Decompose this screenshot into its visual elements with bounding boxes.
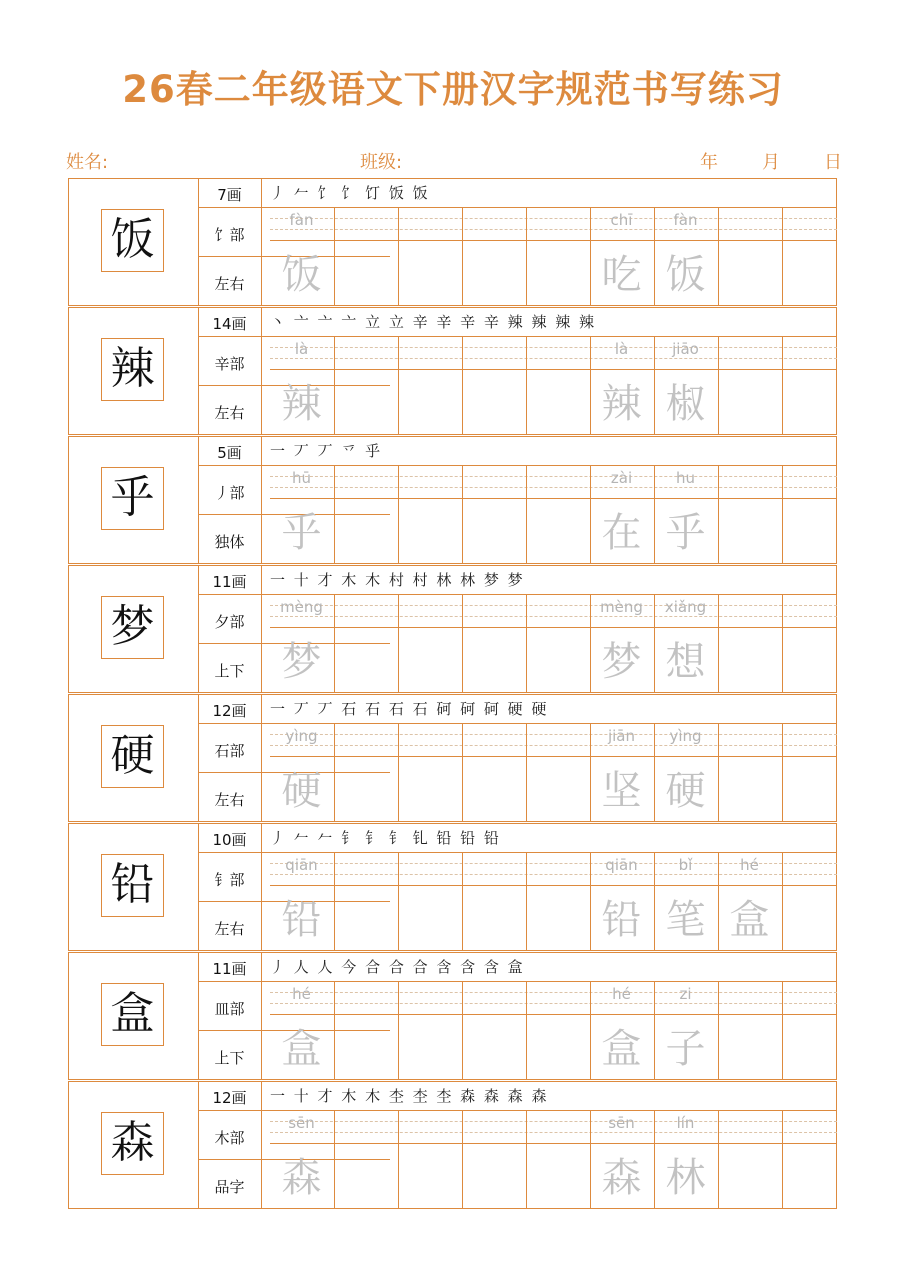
trace-character: 在 bbox=[601, 510, 642, 556]
grid-column-line bbox=[718, 336, 719, 434]
model-character: 梦 bbox=[101, 596, 164, 659]
structure-label: 品字 bbox=[214, 1178, 245, 1196]
trace-character: 坚 bbox=[601, 768, 642, 814]
grid-column-line bbox=[526, 336, 527, 434]
pinyin-text: mèng bbox=[280, 598, 323, 616]
pinyin-text: chī bbox=[610, 211, 633, 229]
trace-character: 硬 bbox=[665, 768, 706, 814]
grid-column-line bbox=[526, 465, 527, 563]
grid-line bbox=[270, 852, 837, 853]
pinyin-text: zi bbox=[679, 985, 692, 1003]
radical-label: 丿部 bbox=[214, 484, 245, 502]
trace-character: 森 bbox=[281, 1155, 322, 1201]
model-character: 硬 bbox=[101, 725, 164, 788]
info-column bbox=[198, 566, 262, 692]
grid-column-line bbox=[398, 594, 399, 692]
pinyin-guide-line bbox=[270, 874, 837, 875]
big-char-cell bbox=[69, 953, 199, 1079]
char-block bbox=[68, 565, 837, 693]
model-character: 饭 bbox=[101, 209, 164, 272]
trace-character: 梦 bbox=[281, 639, 322, 685]
grid-column-line bbox=[462, 723, 463, 821]
pinyin-text: hū bbox=[291, 469, 311, 487]
big-char-cell bbox=[69, 1082, 199, 1208]
info-column bbox=[198, 953, 262, 1079]
grid-column-line bbox=[334, 465, 335, 563]
structure-label: 左右 bbox=[214, 791, 245, 809]
info-column bbox=[198, 824, 262, 950]
radical-label: 石部 bbox=[214, 742, 245, 760]
radical-label: 木部 bbox=[214, 1129, 245, 1147]
info-column bbox=[198, 1082, 262, 1208]
grid-column-line bbox=[462, 594, 463, 692]
trace-character: 森 bbox=[601, 1155, 642, 1201]
grid-column-line bbox=[334, 1110, 335, 1208]
model-character: 盒 bbox=[101, 983, 164, 1046]
grid-column-line bbox=[398, 723, 399, 821]
grid-column-line bbox=[718, 981, 719, 1079]
pinyin-guide-line bbox=[270, 1121, 837, 1122]
grid-line bbox=[270, 369, 837, 370]
grid-column-line bbox=[398, 1110, 399, 1208]
pinyin-text: mèng bbox=[600, 598, 643, 616]
pinyin-guide-line bbox=[270, 347, 837, 348]
trace-character: 铅 bbox=[601, 897, 642, 943]
grid-column-line bbox=[334, 981, 335, 1079]
stroke-order: 一 丆 丆 石 石 石 石 砢 砢 砢 硬 硬 bbox=[270, 700, 549, 718]
grid-column-line bbox=[334, 852, 335, 950]
grid-column-line bbox=[782, 852, 783, 950]
class-label: 班级: bbox=[360, 152, 403, 173]
pinyin-text: xiǎng bbox=[664, 598, 707, 616]
grid-column-line bbox=[782, 465, 783, 563]
page-title: 26春二年级语文下册汉字规范书写练习 bbox=[122, 68, 784, 111]
trace-character: 铅 bbox=[281, 897, 322, 943]
trace-character: 盒 bbox=[729, 897, 770, 943]
grid-column-line bbox=[526, 207, 527, 305]
grid-line bbox=[270, 627, 837, 628]
grid-line bbox=[270, 336, 837, 337]
pinyin-text: fàn bbox=[289, 211, 314, 229]
pinyin-text: bǐ bbox=[678, 856, 693, 874]
stroke-count: 14画 bbox=[212, 315, 247, 333]
pinyin-text: hu bbox=[675, 469, 695, 487]
structure-label: 上下 bbox=[214, 1049, 245, 1067]
grid-line bbox=[270, 885, 837, 886]
stroke-order: 丶 亠 亠 亠 立 立 辛 辛 辛 辛 辣 辣 辣 辣 bbox=[270, 313, 596, 331]
trace-character: 笔 bbox=[665, 897, 706, 943]
trace-character: 乎 bbox=[281, 510, 322, 556]
trace-character: 乎 bbox=[665, 510, 706, 556]
grid-column-line bbox=[334, 594, 335, 692]
char-block bbox=[68, 307, 837, 435]
grid-column-line bbox=[718, 723, 719, 821]
trace-character: 吃 bbox=[601, 252, 642, 298]
trace-character: 饭 bbox=[281, 252, 322, 298]
stroke-count: 11画 bbox=[212, 960, 247, 978]
radical-label: 夕部 bbox=[214, 613, 245, 631]
pinyin-guide-line bbox=[270, 616, 837, 617]
grid-line bbox=[270, 756, 837, 757]
pinyin-guide-line bbox=[270, 734, 837, 735]
pinyin-text: là bbox=[614, 340, 629, 358]
grid-column-line bbox=[398, 336, 399, 434]
pinyin-guide-line bbox=[270, 745, 837, 746]
info-column bbox=[198, 308, 262, 434]
stroke-count: 12画 bbox=[212, 702, 247, 720]
pinyin-text: yìng bbox=[285, 727, 318, 745]
stroke-order: 一 十 才 木 木 杢 杢 杢 森 森 森 森 bbox=[270, 1087, 549, 1105]
pinyin-guide-line bbox=[270, 487, 837, 488]
grid-column-line bbox=[398, 465, 399, 563]
pinyin-guide-line bbox=[270, 218, 837, 219]
stroke-order: 一 丆 丆 乊 乎 bbox=[270, 442, 383, 460]
grid-line bbox=[270, 240, 837, 241]
grid-column-line bbox=[782, 723, 783, 821]
big-char-cell bbox=[69, 695, 199, 821]
model-character: 乎 bbox=[101, 467, 164, 530]
structure-label: 左右 bbox=[214, 920, 245, 938]
pinyin-guide-line bbox=[270, 992, 837, 993]
grid-column-line bbox=[526, 594, 527, 692]
trace-character: 林 bbox=[665, 1155, 706, 1201]
trace-character: 盒 bbox=[281, 1026, 322, 1072]
grid-line bbox=[270, 1143, 837, 1144]
stroke-order: 一 十 才 木 木 村 村 林 林 梦 梦 bbox=[270, 571, 525, 589]
grid-line bbox=[270, 723, 837, 724]
trace-character: 辣 bbox=[281, 381, 322, 427]
grid-line bbox=[270, 1110, 837, 1111]
pinyin-text: hé bbox=[612, 985, 631, 1003]
stroke-order: 丿 𠂉 饣 饣 饤 饭 饭 bbox=[270, 184, 430, 202]
structure-label: 左右 bbox=[214, 275, 245, 293]
grid-column-line bbox=[398, 207, 399, 305]
char-block bbox=[68, 694, 837, 822]
pinyin-guide-line bbox=[270, 1003, 837, 1004]
pinyin-text: yìng bbox=[669, 727, 702, 745]
radical-label: 辛部 bbox=[214, 355, 245, 373]
grid-column-line bbox=[526, 723, 527, 821]
pinyin-text: hé bbox=[740, 856, 759, 874]
radical-label: 饣部 bbox=[214, 226, 245, 244]
grid-column-line bbox=[782, 1110, 783, 1208]
pinyin-guide-line bbox=[270, 605, 837, 606]
pinyin-text: lín bbox=[676, 1114, 695, 1132]
grid-column-line bbox=[462, 336, 463, 434]
pinyin-guide-line bbox=[270, 476, 837, 477]
grid-column-line bbox=[718, 594, 719, 692]
structure-label: 独体 bbox=[214, 533, 245, 551]
grid-line bbox=[270, 465, 837, 466]
pinyin-text: jiāo bbox=[672, 340, 699, 358]
month-label: 月 bbox=[762, 152, 780, 173]
grid-column-line bbox=[718, 207, 719, 305]
grid-column-line bbox=[398, 852, 399, 950]
trace-character: 饭 bbox=[665, 252, 706, 298]
stroke-count: 12画 bbox=[212, 1089, 247, 1107]
grid-column-line bbox=[334, 207, 335, 305]
pinyin-text: qiān bbox=[605, 856, 638, 874]
pinyin-guide-line bbox=[270, 1132, 837, 1133]
day-label: 日 bbox=[824, 152, 842, 173]
grid-column-line bbox=[526, 852, 527, 950]
grid-column-line bbox=[462, 207, 463, 305]
pinyin-text: sēn bbox=[288, 1114, 315, 1132]
grid-column-line bbox=[718, 1110, 719, 1208]
pinyin-text: jiān bbox=[607, 727, 636, 745]
char-block bbox=[68, 436, 837, 564]
grid-column-line bbox=[782, 336, 783, 434]
radical-label: 皿部 bbox=[214, 1000, 245, 1018]
grid-line bbox=[270, 594, 837, 595]
structure-label: 上下 bbox=[214, 662, 245, 680]
pinyin-text: sēn bbox=[608, 1114, 635, 1132]
big-char-cell bbox=[69, 824, 199, 950]
model-character: 辣 bbox=[101, 338, 164, 401]
pinyin-text: là bbox=[294, 340, 309, 358]
grid-column-line bbox=[334, 336, 335, 434]
stroke-count: 5画 bbox=[217, 444, 242, 462]
pinyin-text: fàn bbox=[673, 211, 698, 229]
info-column bbox=[198, 437, 262, 563]
info-column bbox=[198, 179, 262, 305]
model-character: 森 bbox=[101, 1112, 164, 1175]
year-label: 年 bbox=[700, 152, 718, 173]
trace-character: 想 bbox=[665, 639, 706, 685]
stroke-order: 丿 𠂉 𠂉 钅 钅 钅 钆 铅 铅 铅 bbox=[270, 829, 501, 847]
grid-line bbox=[270, 207, 837, 208]
stroke-count: 7画 bbox=[217, 186, 242, 204]
pinyin-text: zài bbox=[610, 469, 633, 487]
char-block bbox=[68, 178, 837, 306]
trace-character: 椒 bbox=[665, 381, 706, 427]
grid-line bbox=[270, 1014, 837, 1015]
big-char-cell bbox=[69, 179, 199, 305]
radical-label: 钅部 bbox=[214, 871, 245, 889]
stroke-count: 11画 bbox=[212, 573, 247, 591]
grid-column-line bbox=[462, 465, 463, 563]
model-character: 铅 bbox=[101, 854, 164, 917]
grid-column-line bbox=[462, 1110, 463, 1208]
trace-character: 梦 bbox=[601, 639, 642, 685]
stroke-count: 10画 bbox=[212, 831, 247, 849]
big-char-cell bbox=[69, 308, 199, 434]
grid-column-line bbox=[526, 981, 527, 1079]
grid-column-line bbox=[462, 981, 463, 1079]
trace-character: 子 bbox=[665, 1026, 706, 1072]
structure-label: 左右 bbox=[214, 404, 245, 422]
grid-column-line bbox=[526, 1110, 527, 1208]
char-block bbox=[68, 1081, 837, 1209]
grid-column-line bbox=[782, 594, 783, 692]
grid-column-line bbox=[398, 981, 399, 1079]
stroke-order: 丿 人 人 今 合 合 合 含 含 含 盒 bbox=[270, 958, 525, 976]
grid-column-line bbox=[782, 981, 783, 1079]
trace-character: 硬 bbox=[281, 768, 322, 814]
grid-line bbox=[270, 498, 837, 499]
pinyin-text: hé bbox=[292, 985, 311, 1003]
char-block bbox=[68, 823, 837, 951]
grid-column-line bbox=[334, 723, 335, 821]
trace-character: 盒 bbox=[601, 1026, 642, 1072]
big-char-cell bbox=[69, 566, 199, 692]
name-label: 姓名: bbox=[66, 152, 109, 173]
grid-column-line bbox=[718, 465, 719, 563]
big-char-cell bbox=[69, 437, 199, 563]
info-column bbox=[198, 695, 262, 821]
grid-column-line bbox=[462, 852, 463, 950]
trace-character: 辣 bbox=[601, 381, 642, 427]
pinyin-text: qiān bbox=[285, 856, 318, 874]
grid-column-line bbox=[782, 207, 783, 305]
pinyin-guide-line bbox=[270, 229, 837, 230]
pinyin-guide-line bbox=[270, 358, 837, 359]
grid-line bbox=[270, 981, 837, 982]
char-block bbox=[68, 952, 837, 1080]
